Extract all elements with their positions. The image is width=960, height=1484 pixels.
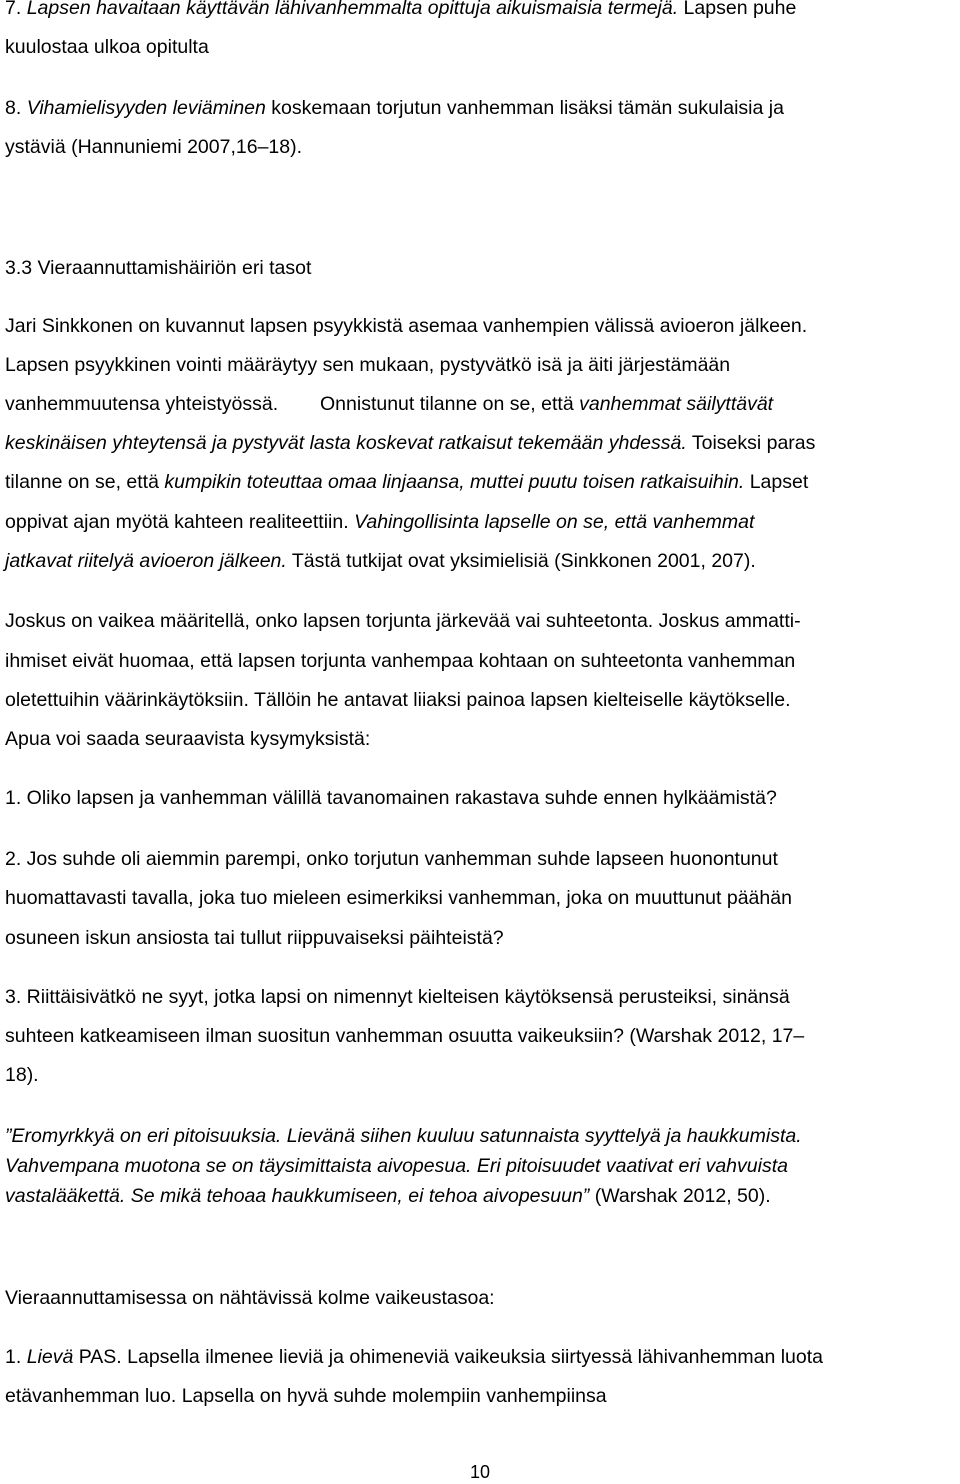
list-item-8-line-2: ystäviä (Hannuniemi 2007,16‒18).: [5, 136, 303, 158]
italic-text: vanhemmat säilyttävät: [579, 393, 774, 415]
section-heading: 3.3 Vieraannuttamishäiriön eri tasot: [5, 257, 312, 279]
question-3-line-1: 3. Riittäisivätkö ne syyt, jotka lapsi on nimennyt kielteisen käytöksensä perusteiksi, sinänsä: [5, 986, 790, 1008]
quote-line-1: ”Eromyrkkyä on eri pitoisuuksia. Lievänä siihen kuuluu satunnaista syyttelyä ja haukkumista.: [5, 1125, 802, 1147]
paragraph-1-line-5: [5, 431, 815, 455]
quote-line-2: Vahvempana muotona se on täysimittaista aivopesua. Eri pitoisuudet vaativat eri vahvuista: [5, 1155, 788, 1177]
paragraph-1-line-7: [5, 510, 754, 534]
list-item-7-line-1: [5, 0, 796, 20]
question-3-line-2: suhteen katkeamiseen ilman suositun vanhemman osuutta vaikeuksiin? (Warshak 2012, 17‒: [5, 1025, 805, 1047]
paragraph-1-line-2: Lapsen psyykkinen vointi määräytyy sen mukaan, pystyvätkö isä ja äiti järjestämään: [5, 354, 731, 376]
body-text: PAS. Lapsella ilmenee lieviä ja ohimeneviä vaikeuksia siirtyessä lähivanhemman luota: [73, 1346, 824, 1368]
body-text: Lapset: [744, 471, 809, 493]
citation-text: (Warshak 2012, 50).: [589, 1185, 771, 1207]
body-text: Toiseksi paras: [686, 432, 816, 454]
level-1-line-2: etävanhemman luo. Lapsella on hyvä suhde molempiin vanhempiinsa: [5, 1385, 607, 1407]
body-text: tilanne on se, että: [5, 471, 165, 493]
paragraph-2-line-3: oletettuihin väärinkäytöksiin. Tällöin he antavat liiaksi painoa lapsen kielteiselle käytökselle.: [5, 689, 791, 711]
question-3-line-3: 18).: [5, 1064, 39, 1086]
paragraph-3: Vieraannuttamisessa on nähtävissä kolme vaikeustasoa:: [5, 1287, 495, 1309]
italic-text: Vahingollisinta lapselle on se, että vanhemmat: [354, 511, 755, 533]
quote-line-3: [5, 1184, 771, 1208]
body-text: Onnistunut tilanne on se, että: [320, 393, 580, 415]
paragraph-1-line-8: [5, 549, 756, 573]
list-item-8-line-1: [5, 96, 784, 120]
question-2-line-3: osuneen iskun ansiosta tai tullut riippuvaiseksi päihteistä?: [5, 927, 504, 949]
body-text: oppivat ajan myötä kahteen realiteettiin.: [5, 511, 355, 533]
italic-text: keskinäisen yhteytensä ja pystyvät lasta koskevat ratkaisut tekemään yhdessä.: [5, 432, 687, 454]
body-text: Tästä tutkijat ovat yksimielisiä (Sinkkonen 2001, 207).: [286, 550, 756, 572]
italic-text: jatkavat riitelyä avioeron jälkeen.: [5, 550, 287, 572]
paragraph-1-line-1: Jari Sinkkonen on kuvannut lapsen psyykkistä asemaa vanhempien välissä avioeron jälkeen.: [5, 315, 808, 337]
list-number: 1.: [5, 1346, 27, 1368]
italic-text: kumpikin toteuttaa omaa linjaansa, muttei puutu toisen ratkaisuihin.: [164, 471, 745, 493]
question-1: 1. Oliko lapsen ja vanhemman välillä tavanomainen rakastava suhde ennen hylkäämistä?: [5, 787, 777, 809]
paragraph-1-line-6: [5, 470, 808, 494]
list-item-7-line-2: kuulostaa ulkoa opitulta: [5, 36, 209, 58]
paragraph-2-line-2: ihmiset eivät huomaa, että lapsen torjunta vanhempaa kohtaan on suhteetonta vanhemman: [5, 650, 796, 672]
question-2-line-1: 2. Jos suhde oli aiemmin parempi, onko torjutun vanhemman suhde lapseen huonontunut: [5, 848, 778, 870]
body-text: koskemaan torjutun vanhemman lisäksi tämän sukulaisia ja: [265, 97, 784, 119]
paragraph-1-line-4: [320, 392, 773, 416]
list-number: 8.: [5, 97, 27, 119]
paragraph-2-line-4: Apua voi saada seuraavista kysymyksistä:: [5, 728, 371, 750]
italic-text: Vihamielisyyden leviäminen: [26, 97, 266, 119]
level-1-line-1: [5, 1345, 823, 1369]
body-text: Lapsen puhe: [678, 0, 797, 19]
list-number: 7.: [5, 0, 27, 19]
italic-text: Lapsen havaitaan käyttävän lähivanhemmalta opittuja aikuismaisia termejä.: [26, 0, 679, 19]
page-number: 10: [469, 1462, 491, 1482]
italic-text: vastalääkettä. Se mikä tehoaa haukkumiseen, ei tehoa aivopesuun”: [5, 1185, 590, 1207]
italic-text: Lievä: [26, 1346, 74, 1368]
paragraph-1-line-3: vanhemmuutensa yhteistyössä.: [5, 393, 279, 415]
paragraph-2-line-1: Joskus on vaikea määritellä, onko lapsen torjunta järkevää vai suhteetonta. Joskus ammatti-: [5, 610, 801, 632]
question-2-line-2: huomattavasti tavalla, joka tuo mieleen esimerkiksi vanhemman, joka on muuttunut päähän: [5, 887, 792, 909]
